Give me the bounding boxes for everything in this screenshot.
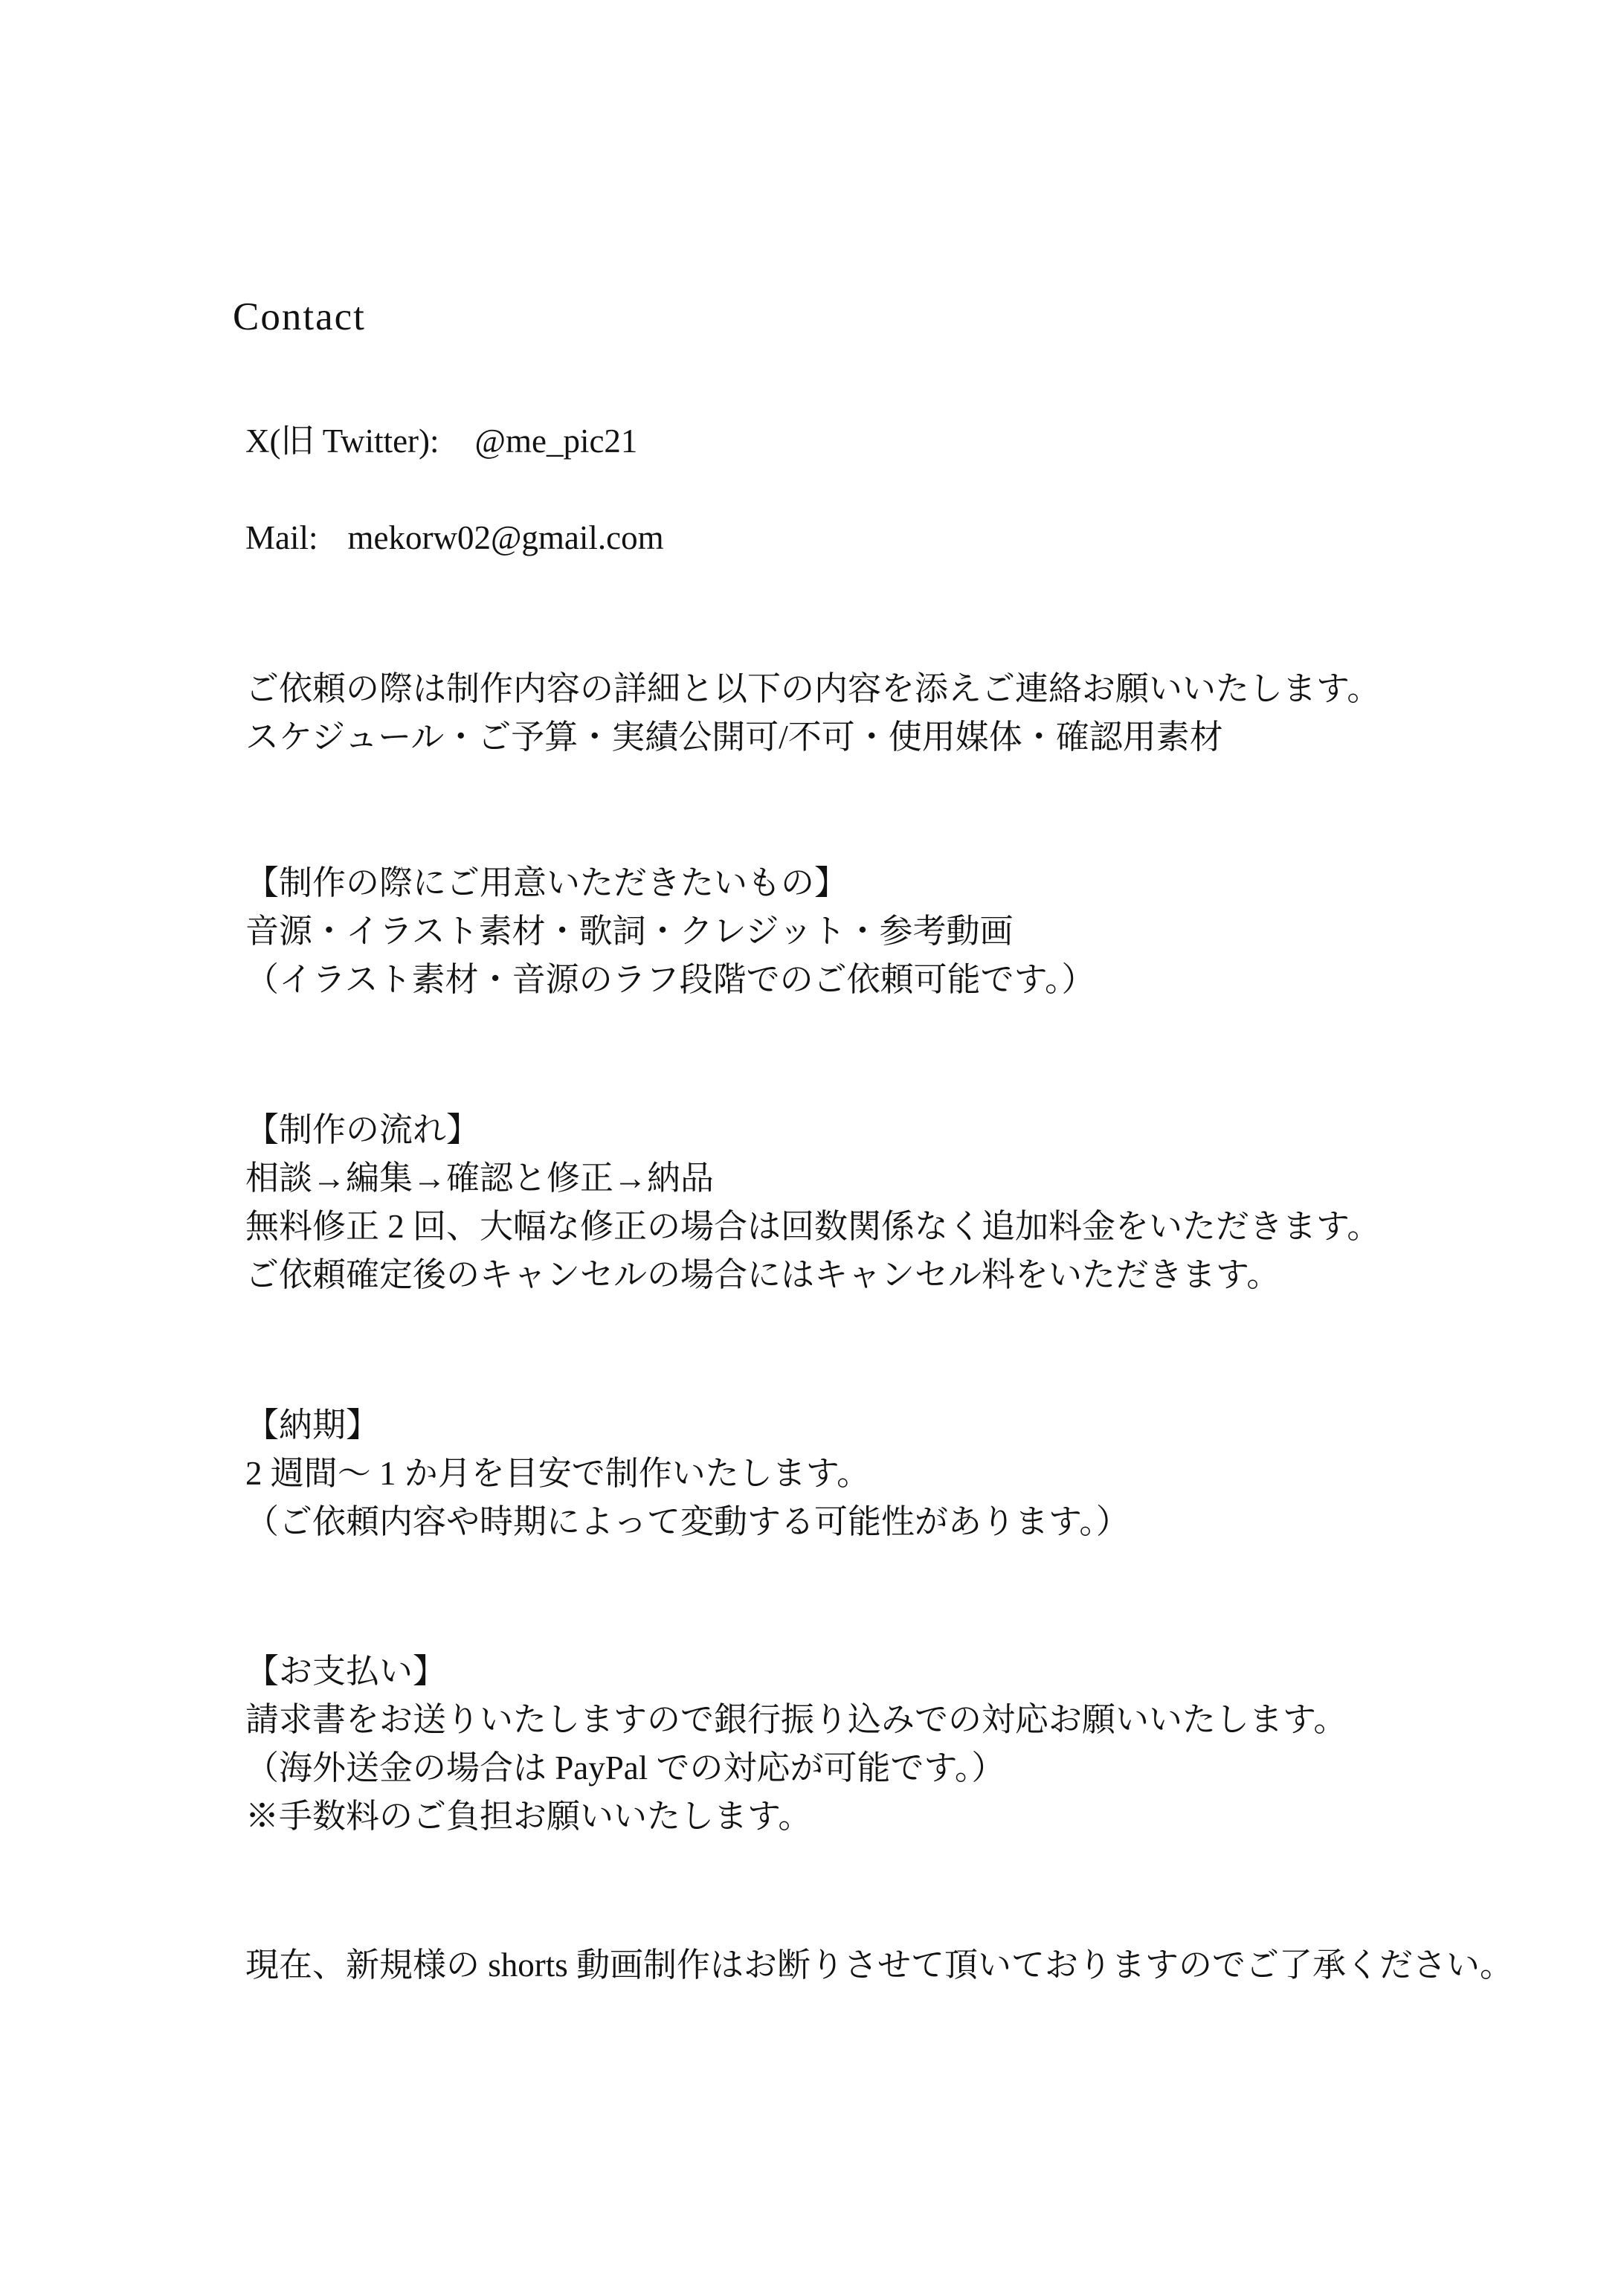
section-workflow-heading: 【制作の流れ】 [245, 1111, 480, 1148]
section-payment-method: 請求書をお送りいたしますので銀行振り込みでの対応お願いいたします。 [245, 1701, 1347, 1738]
section-materials-note: （イラスト素材・音源のラフ段階でのご依頼可能です。） [245, 961, 1095, 998]
mail-line [245, 514, 664, 562]
section-workflow-revision-policy: 無料修正 2 回、大幅な修正の場合は回数関係なく追加料金をいただきます。 [245, 1208, 1381, 1245]
section-materials-line: 音源・イラスト素材・歌詞・クレジット・参考動画 [245, 913, 1014, 950]
request-required-items-line: スケジュール・ご予算・実績公開可/不可・使用媒体・確認用素材 [245, 718, 1223, 756]
x-account-line [245, 417, 637, 466]
section-workflow-cancel-policy: ご依頼確定後のキャンセルの場合にはキャンセル料をいただきます。 [245, 1256, 1280, 1293]
mail-label: Mail: [245, 519, 318, 556]
section-workflow-steps: 相談→編集→確認と修正→納品 [245, 1160, 715, 1197]
section-materials [245, 859, 1095, 1004]
section-payment-heading: 【お支払い】 [245, 1653, 447, 1690]
mail-address: mekorw02@gmail.com [347, 519, 664, 556]
x-account-label: X(旧 Twitter): [245, 422, 439, 460]
request-intro-line: ご依頼の際は制作内容の詳細と以下の内容を添えご連絡お願いいたします。 [245, 670, 1381, 707]
footer-note: 現在、新規様の shorts 動画制作はお断りさせて頂いておりますのでご了承ください。 [245, 1946, 1514, 1984]
section-payment [245, 1647, 1347, 1841]
x-account-handle: @me_pic21 [474, 422, 638, 460]
section-delivery [245, 1401, 1130, 1546]
section-materials-heading: 【制作の際にご用意いただきたいもの】 [245, 864, 848, 901]
section-delivery-heading: 【納期】 [245, 1406, 380, 1444]
section-delivery-time: 2 週間～ 1 か月を目安で制作いたします。 [245, 1455, 871, 1492]
page-title: Contact [233, 295, 366, 338]
section-delivery-note: （ご依頼内容や時期によって変動する可能性があります。） [245, 1503, 1130, 1540]
section-workflow [245, 1106, 1380, 1299]
section-payment-fee-note: ※手数料のご負担お願いいたします。 [245, 1798, 812, 1835]
request-intro-block [245, 665, 1380, 762]
section-payment-paypal-note: （海外送金の場合は PayPal での対応が可能です。） [245, 1749, 1005, 1787]
